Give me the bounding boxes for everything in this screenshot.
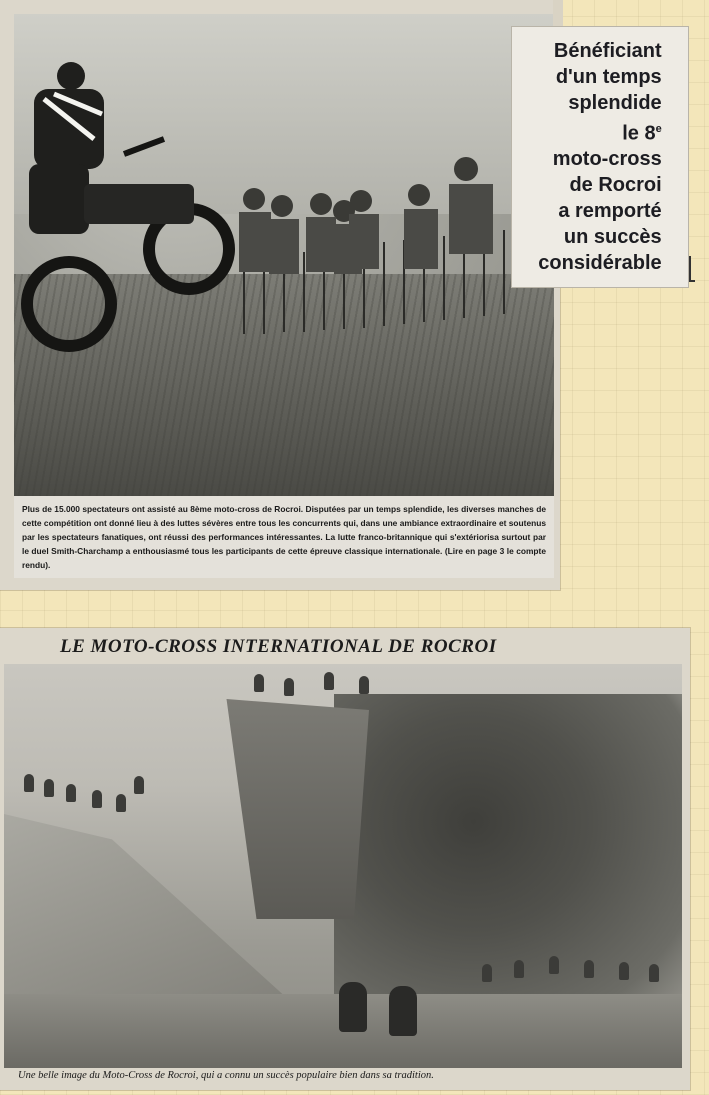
bottom-article-title: LE MOTO-CROSS INTERNATIONAL DE ROCROI — [60, 636, 497, 657]
spectator — [254, 674, 264, 692]
spectator — [649, 964, 659, 982]
spectator — [134, 776, 144, 794]
spectator — [284, 678, 294, 696]
spectator — [619, 962, 629, 980]
spectator — [116, 794, 126, 812]
photo-trees — [334, 694, 682, 1014]
bottom-photo-caption: Une belle image du Moto-Cross de Rocroi, qui a connu un succès populaire bien dans sa tradition. — [18, 1070, 434, 1081]
corner-mark — [689, 256, 695, 282]
spectator — [514, 960, 524, 978]
rider — [339, 982, 367, 1032]
rider — [389, 986, 417, 1036]
motocross-hill-photo — [4, 664, 682, 1068]
spectator — [324, 672, 334, 690]
spectator — [584, 960, 594, 978]
spectator — [44, 779, 54, 797]
top-photo-caption: Plus de 15.000 spectateurs ont assisté au 8ème moto-cross de Rocroi. Disputées par un temps splendide, les diverses manches de cette compétition ont donné lieu à des luttes sévères entre tous les concurrents qui, dans une ambiance extraordinaire et soutenus par les spectateurs fanatiques, ont réussi des performances intéressantes. La lutte franco-britannique qui s'extériorisa surtout par le duel Smith-Charchamp a enthousiasmé tous les participants de cette épreuve classique internationale. (Lire en page 3 le compte rendu). — [22, 504, 546, 570]
spectator — [482, 964, 492, 982]
top-clipping — [0, 0, 560, 590]
top-photo-caption-panel — [14, 496, 554, 578]
photo-rock — [219, 699, 369, 919]
headline-box — [511, 26, 689, 288]
motocross-rider-photo — [14, 14, 554, 496]
spectator — [549, 956, 559, 974]
spectator — [359, 676, 369, 694]
spectator — [24, 774, 34, 792]
headline-text: Bénéficiant d'un temps splendide le 8e moto-cross de Rocroi a remporté un succès considérable — [538, 39, 662, 275]
spectator — [92, 790, 102, 808]
spectator — [66, 784, 76, 802]
rider-and-crowd-illustration — [14, 14, 554, 496]
